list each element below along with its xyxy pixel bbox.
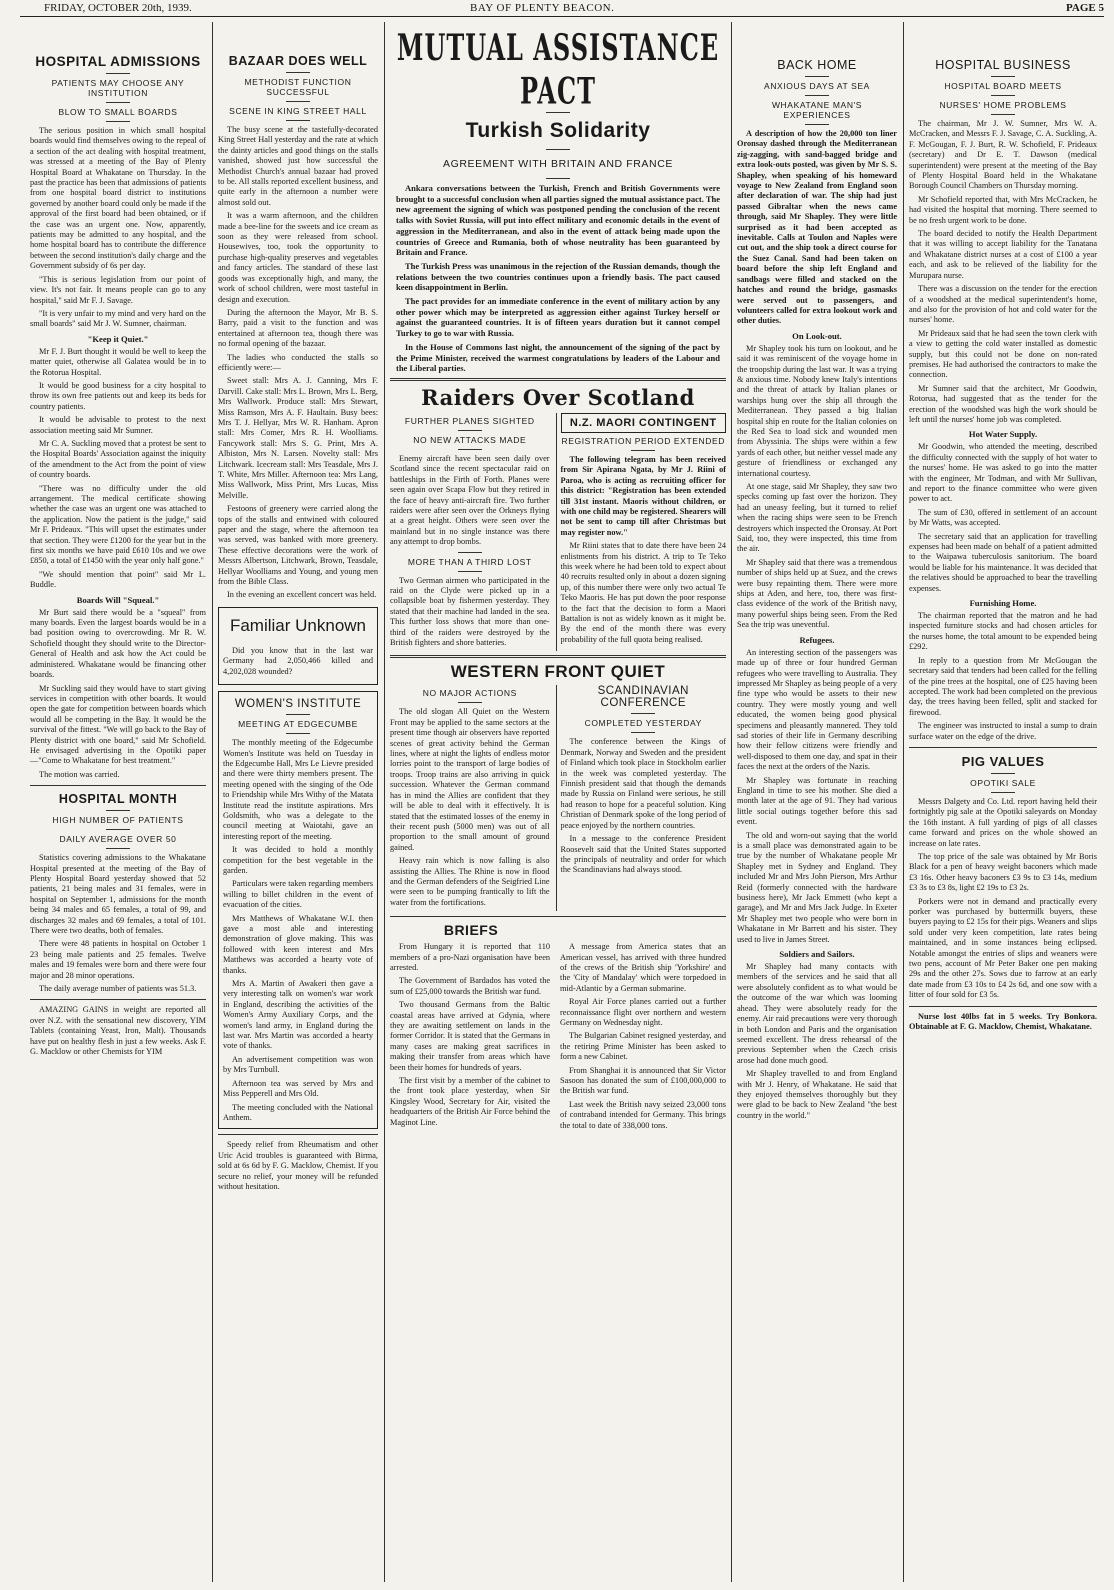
subheading: ANXIOUS DAYS AT SEA (764, 81, 870, 91)
divider (106, 121, 130, 122)
column-hospital-admissions (30, 22, 206, 1582)
subheading: MEETING AT EDGECUMBE (238, 719, 358, 730)
paragraph: The pact provides for an immediate conference in the event of military action by any other power which may be interpreted as aggression either against Turkey herself or against the guaranteed countries. It is of fifteen years duration but it cannot compel Turkey to go to war with Russia. (396, 296, 720, 339)
paragraph: The old slogan All Quiet on the Western Front may be applied to the same sectors at the present time though air observers have reported scenes of great activity behind the German lines, where at night the lights of endless motor lorries point to the transport of large bodies of troops. Troop trains are also arriving in quick succession. Whatever the German command has in mind the Allies are confident that they will be able to deal with it effectively. It is stated that the estimated losses of the enemy in their recent push (5000 men) was out of all proportion to the small amount of ground gained. (390, 707, 550, 852)
divider (458, 571, 482, 572)
paragraph: Mr Goodwin, who attended the meeting, described the difficulty connected with the supply of hot water to the nurses' home. He was asked to go into the matter with the engineer, Mr Todman, and with Mr Sullivan, and report to the finance committee who were given power to act. (909, 442, 1097, 504)
divider (805, 95, 829, 96)
divider (458, 552, 482, 553)
paragraph: Mr Shapley travelled to and from England with Mr J. Henry, of Whakatane. He said that they enjoyed themselves thoroughly but they were glad to be back to New Zealand "the best country in the world." (737, 1069, 897, 1120)
paragraph: The old and worn-out saying that the world is a small place was demonstrated again to be true by the number of Whakatane people Mr Shapley met in Sydney and England. They included Mr and Mrs John Pierson, Mrs Arthur Reid (formerly connected with the hardware business here), Mr Jack Emmett (who kept a garage), and Mr and Mrs Jack Judge. In Exeter Mr Shapley met two people who were born in Whakatane in Mr Barrett and his sister. They used to live in James Street. (737, 830, 897, 944)
masthead (20, 2, 1104, 17)
paragraph: At one stage, said Mr Shapley, they saw two specks coming up fast over the horizon. They had an uneasy feeling, but it turned to relief when the racing ships were seen to be French destroyers which inspected the Oronsay. At Port Said, too, they were inspected, this time from the air. (737, 482, 897, 554)
familiar-unknown-box (218, 607, 378, 685)
subheading: WHAKATANE MAN'S EXPERIENCES (771, 100, 863, 120)
paragraph: The daily average number of patients was 51.3. (39, 984, 197, 994)
paragraph: The monthly meeting of the Edgecumbe Women's Institute was held on Tuesday in the Edgecumbe Hall, Mrs Le Lievre presided and there were thirty members present. The meeting opened with the singing of the Ode to Friendship while Mrs Withy of the Matata Institute read the institute aspirations. Mrs Goldsmith, who was a delegate to the council meeting at Waiotahi, gave an interesting report of the meeting. (223, 738, 373, 841)
divider (546, 178, 570, 179)
paragraph: Royal Air Force planes carried out a further reconnaissance flight over northern and western Germany on Wednesday night. (560, 997, 726, 1028)
paragraph: The top price of the sale was obtained by Mr Boris Black for a pen of heavy weight baconers which made £3 16s. Other heavy baconers £3 9s to £3 14s, medium £3 3s to £3 8s, light £2 19s to £3 2s. (909, 851, 1097, 893)
paragraph: Two thousand Germans from the Baltic coastal areas have arrived at Gdynia, where they are awaiting settlement on lands in the former Corridor. It is stated that the Germans in many cases are making great sacrifices in making their transfer from areas which have been their homes for hundreds of years. (390, 1000, 551, 1072)
crosshead: "Keep it Quiet." (87, 333, 149, 344)
crosshead: Soldiers and Sailors. (779, 949, 855, 960)
advertisement: Nurse lost 40lbs fat in 5 weeks. Try Bonkora. Obtainable at F. G. Macklow, Chemist, Whakatane. (909, 1011, 1097, 1032)
crosshead: Refugees. (799, 634, 835, 645)
paragraph: The conference between the Kings of Denmark, Norway and Sweden and the president of Finland which took place in Stockholm earlier in the week was completed yesterday. The Finnish president said that though the demands made by Russia on Finland were serious, he still had reason to hope for a peaceful solution. King Christian of Denmark spoke of the long period of peace enjoyed by the northern countries. (560, 737, 726, 830)
headline: WOMEN'S INSTITUTE (234, 698, 362, 711)
subheading: BLOW TO SMALL BOARDS (58, 107, 178, 117)
paragraph: Mr Suckling said they would have to start giving services in competition with other boards. It would open the gate for competition between boards which would all be competing in the Bay. It would be the survival of the fittest. "We will go back to the Bay of Plenty district with one board," said Mr Schofield. He envisaged advertising in the Opotiki paper—"Come to Whakatane for best treatment." (30, 683, 206, 766)
paragraph: It was a warm afternoon, and the children made a bee-line for the sweets and ice cream as soon as they were released from school. Housewives, too, took the opportunity to purchase high-quality preserves and vegetables and fancy articles. The standard of these last goods was exceptionally high, and many, the work of school children, were most tasteful in design and execution. (218, 211, 378, 304)
subheading: HOSPITAL BOARD MEETS (944, 81, 1062, 91)
advertisement: AMAZING GAINS in weight are reported all over N.Z. with the sensational new discovery, YIM Tablets (containing Yeast, Iron, Malt). Thousands have put on healthy flesh in just a few weeks. Ask F. G. Macklow or other Chemists for YIM (30, 1005, 206, 1057)
crosshead: Hot Water Supply. (968, 429, 1038, 440)
subheading: OPOTIKI SALE (970, 777, 1036, 788)
divider (106, 102, 130, 103)
headline: PIG VALUES (961, 753, 1045, 769)
divider (991, 114, 1015, 115)
divider (286, 101, 310, 102)
column-rule (903, 22, 904, 1582)
paragraph: Particulars were taken regarding members willing to billet children in the event of evacuation of the cities. (223, 879, 373, 910)
divider (390, 655, 726, 658)
paragraph: Ankara conversations between the Turkish, French and British Governments were brought to a successful conclusion when all parties signed the mutual assistance pact. The new agreement the signing of which was postponed pending the conclusion of the recent talks with Soviet Russia, will put into effect military and economic details in the event of aggression in the Mediterranean, and also in the event of attack being made upon the countries of Greece and Rumania, both of whose neutrality has been guaranteed by Britain and France. (396, 183, 720, 258)
paragraph: The chairman, Mr J. W. Sumner, Mrs W. A. McCracken, and Messrs F. J. Savage, C. A. Suckling, A. F. McGougan, F. J. Burt, R. W. Schofield, F. Prideaux (secretary) and Dr E. T. Dawson (medical superintendent) were present at the meeting of the Bay of Plenty Hospital Board held in the Whakatane Borough Council Chambers on Thursday morning. (909, 119, 1097, 191)
divider (30, 785, 206, 786)
crosshead: Furnishing Home. (969, 598, 1037, 609)
paper-name: BAY OF PLENTY BEACON. (470, 2, 615, 14)
banner-headline: MUTUAL ASSISTANCE PACT (396, 25, 720, 113)
paragraph: Mr C. A. Suckling moved that a protest be sent to the Hospital Boards' Association against the iniquity of the amendment to the Act from the point of view of country boards. (30, 438, 206, 480)
paragraph: Porkers were not in demand and practically every porker was purchased by buttermilk buyers, these buyers paying to £2 15s for their pigs. Weaners and slips sold under very keen competition, late rates being maintained, and in some instances being eclipsed. Notable amongst the entries of slips and weaners were two pens, account of Mr Peter Baker one pen making 29s and the other 27s. Sows due to farrow at an early date made from £3 10s to £4 2s 6d, and one sow with a litter of four sold for £3 5s. (909, 896, 1097, 1000)
divider (991, 95, 1015, 96)
paragraph: An advertisement competition was won by Mrs Turnbull. (223, 1054, 373, 1075)
divider (286, 120, 310, 121)
paragraph: The first visit by a member of the cabinet to the front took place yesterday, when Sir Kingsley Wood, Secretary for Air, visited the headquarters of the British Air Force behind the Maginot Line. (390, 1076, 551, 1127)
column-war-news (390, 22, 726, 1582)
paragraph: "This is serious legislation from our point of view. It's not fair. It means people can go to any hospital," said Mr F. J. Savage. (30, 274, 206, 305)
divider (991, 792, 1015, 793)
subheading: REGISTRATION PERIOD EXTENDED (561, 435, 726, 446)
divider (631, 732, 655, 733)
raiders-row (390, 413, 726, 652)
paragraph: Festoons of greenery were carried along the tops of the stalls and entwined with coloured paper and the stage, where the afternoon tea was served, was banked with more greenery. These effective decorations were the work of Messrs Albertson, Litchwark, Brown, Teasdale, Hellyar Woolliams and Young, and young men from the Bible Class. (218, 504, 378, 587)
paragraph: Mr Burt said there would be a "squeal" from many boards. Even the largest boards would be in a bad position owing to overcrowding. Mr R. W. Schofield thought they should write to the Director-General of Health and ask how the Act could be administered. Whakatane would be financing other boards. (30, 607, 206, 680)
subheading: DAILY AVERAGE OVER 50 (59, 834, 177, 845)
divider (631, 450, 655, 451)
paragraph: Mr Sumner said that the architect, Mr Goodwin, Rotorua, had suggested that as the tender for the erection of the woodshed was high the work should be left until the nurses' home job was completed. (909, 383, 1097, 424)
briefs-left (390, 942, 550, 1134)
divider (458, 449, 482, 450)
paragraph: In the evening an excellent concert was held. (227, 590, 377, 600)
paragraph: The sum of £30, offered in settlement of an account by Mr Watts, was accepted. (909, 507, 1097, 528)
paragraph: An interesting section of the passengers was made up of three or four hundred German refugees who were travelling to Australia. They impressed Mr Shapley as being people of a very fine type who would be assets to their new country. They were mostly young and well educated, the women being good physical specimens and pleasantly mannered. They told sad stories of their life in Germany describing how their fellow citizens were friendly and well-disposed to them one day, and spat in their faces the next at the orders of the Nazis. (737, 647, 897, 772)
paragraph: Heavy rain which is now falling is also assisting the Allies. The Rhine is now in flood and the German defenders of the Seigfried Line were seen to be pumping frantically to lift the water from the fortifications. (390, 856, 550, 907)
paragraph: The motion was carried. (39, 769, 120, 779)
paragraph: Sweet stall: Mrs A. J. Canning, Mrs F. Darvill. Cake stall: Mrs L. Brown, Mrs L. Berg, Mrs Wallwork. Produce stall: Mrs Stewart, Miss Ramson, Mrs A. F. Haultain. Busy bees: Mrs T. J. Hellyar, Mrs W. R. Hanham. Apron stall: Mrs Comer, Mrs R. H. Woolliams. Fancywork stall: Mrs S. G. Print, Mrs A. Albiston, Mrs N. Larsen. Novelty stall: Mrs Litchwark. Icecream stall: Mrs Teasdale, Mrs J. T. White, Mrs Miller. Afternoon tea: Mrs Lang, Miss Wallwork, Miss Print, Mrs Lucas, Miss Melville. (218, 376, 378, 500)
page-number: PAGE 5 (1066, 2, 1104, 14)
turkish-solidarity-story (390, 183, 726, 374)
crosshead: On Look-out. (792, 330, 842, 341)
paragraph: The secretary said that an application for travelling expenses had been made on behalf of a patient admitted to the Waipawa tuberculosis sanitorium. The board would be liable for his maintenance. It was decided that the relatives should be approached to bear the travelling expenses. (909, 531, 1097, 593)
divider (390, 378, 726, 381)
paragraph: Mr Prideaux said that he had seen the town clerk with a view to getting the cold water installed as domestic supply, but this could not be done on non-rated premises. He had authorised the contractors to make the connection. (909, 328, 1097, 380)
paragraph: "There was no difficulty under the old arrangement. The medical certificate showing whether the case was an urgent one was attached to the application. Now the patient is the judge," said Mr F. Prideaux. "This will upset the estimates under that section. They were £1200 for the year but in the first six months we have paid £610 10s and we owe £850, a total of £1450 with the year only half gone." (30, 483, 206, 566)
womens-institute-box (218, 691, 378, 1129)
headline: Raiders Over Scotland (421, 384, 695, 410)
paragraph: "It is very unfair to my mind and very hard on the small boards" said Mr J. W. Sumner, chairman. (30, 308, 206, 329)
subheading: PATIENTS MAY CHOOSE ANY INSTITUTION (51, 78, 185, 98)
headline: SCANDINAVIAN CONFERENCE (597, 685, 689, 710)
paragraph: Mrs Matthews of Whakatane W.I. then gave a most able and interesting demonstration of glove making. This was followed with keen interest and Mrs Matthews was accorded a hearty vote of thanks. (223, 913, 373, 975)
paragraph: Mr Riini states that to date there have been 24 enlistments from his district. A trip to Te Teko this week where he had been told to expect about 40 recruits resulted only in about a dozen signing up, of this number there were only two actual Te Teko Maoris. He has put down the poor response to the fact that the decision to form a Maori Battalion is not as widely known as it might be. By the end of the month there was every probability of the full quota being realised. (560, 541, 726, 644)
raiders-story (390, 413, 550, 652)
briefs-right (556, 942, 726, 1134)
paragraph: The Bulgarian Cabinet resigned yesterday, and the retiring Prime Minister has been asked to form a new Cabinet. (560, 1031, 726, 1062)
issue-date: FRIDAY, OCTOBER 20th, 1939. (44, 2, 192, 14)
paragraph: The Turkish Press was unanimous in the rejection of the Russian demands, though the relations between the two countries continues upon a friendly basis. The pact caused keen disappointment in Berlin. (396, 260, 720, 293)
headline: WESTERN FRONT QUIET (450, 662, 666, 682)
paragraph: Did you know that in the last war Germany had 2,050,466 killed and 4,202,028 wounded? (223, 645, 373, 676)
subheading: COMPLETED YESTERDAY (584, 718, 702, 729)
paragraph: Afternoon tea was served by Mrs and Miss Pepperell and Mrs Old. (223, 1078, 373, 1099)
headline: HOSPITAL ADMISSIONS (35, 54, 201, 69)
paragraph: During the afternoon the Mayor, Mr B. S. Barry, paid a visit to the function and was entertained at afternoon tea, though there was no formal opening of the bazaar. (218, 307, 378, 349)
subheading: HIGH NUMBER OF PATIENTS (52, 815, 184, 826)
divider (286, 714, 310, 715)
headline: Turkish Solidarity (465, 119, 651, 142)
divider (805, 76, 829, 77)
divider (458, 702, 482, 703)
headline: BRIEFS (443, 922, 499, 939)
subheading: AGREEMENT WITH BRITAIN AND FRANCE (442, 158, 673, 170)
western-front-story (390, 685, 550, 911)
paragraph: There were 48 patients in hospital on October 1 23 being male patients and 25 females. Twelve males and 19 females were born and there were four major and 28 minor operations. (30, 939, 206, 980)
subheading: SCENE IN KING STREET HALL (229, 106, 367, 116)
crosshead: Boards Will "Squeal." (76, 594, 160, 605)
paragraph: Mrs A. Martin of Awakeri then gave a very interesting talk on women's war work in England, describing the activities of the Women's Army Auxiliary Corps, and the women's land army, in England during the last war. Mrs Martin was accorded a hearty vote of thanks. (223, 979, 373, 1051)
headline: N.Z. MAORI CONTINGENT (561, 413, 726, 433)
paragraph: Mr F. J. Burt thought it would be well to keep the matter quiet, otherwise all Galatea would be in to the Rotorua Hospital. (30, 346, 206, 377)
divider (106, 73, 130, 74)
paragraph: "We should mention that point" said Mr L. Buddle. (30, 569, 206, 590)
paragraph: Statistics covering admissions to the Whakatane Hospital presented at the meeting of the Bay of Plenty Hospital Board yesterday showed that 52 patients, 21 being males and 31 females, were in hospital on September 1, admissions for the month being 34 males and 65 females, a total of 99, and discharges 32 males and 69 females, a total of 101. There were two deaths, both of females. (30, 853, 206, 935)
divider (286, 733, 310, 734)
paragraph: In the House of Commons last night, the announcement of the signing of the pact by the Prime Minister, received the warmest congratulations by leaders of the Labour and the Liberal parties. (396, 341, 720, 374)
western-row (390, 685, 726, 911)
divider (106, 829, 130, 830)
divider (991, 773, 1015, 774)
paragraph: The chairman reported that the matron and he had inspected furniture stocks and had chosen articles for the nurses home, the total amount to be expended being £292. (909, 611, 1097, 652)
subheading: NO NEW ATTACKS MADE (413, 434, 527, 445)
paragraph: The engineer was instructed to instal a sump to drain surface water on the edge of the drive. (909, 721, 1097, 741)
paragraph: It would be advisable to protest to the next association meeting said Mr Sumner. (30, 415, 206, 435)
subheading: MORE THAN A THIRD LOST (407, 556, 532, 567)
paragraph: The busy scene at the tastefully-decorated King Street Hall yesterday and the rate at which the dainty articles and good things on the stalls vanished, showed just how successful the Methodist Church's annual bazaar had proved to be. All stalls reported excellent business, and quite early in the afternoon a number were almost sold out. (218, 125, 378, 207)
paragraph: The meeting concluded with the National Anthem. (223, 1102, 373, 1122)
headline: HOSPITAL BUSINESS (935, 58, 1071, 72)
paragraph: It was decided to hold a monthly competition for the best vegetable in the garden. (223, 845, 373, 875)
divider (991, 76, 1015, 77)
column-hospital-business (909, 22, 1097, 1582)
headline: HOSPITAL MONTH (58, 792, 178, 807)
column-bazaar (218, 22, 378, 1582)
paragraph: Mr Shapley took his turn on lookout, and he said it was reminiscent of the voyage home in the troopship during the last war. It was a trying & anxious time. Nobody knew Italy's intentions and the threat of attack by Italian planes or warships hung over the ship all through the Mediterranean. They passed a big Italian hospital ship en route for the Italian colonies on the Red Sea to load sick and wounded men from Abyssinia. The ships were within a few yards of each other, but neither vessel made any gesture of friendliness or exchanged any international courtesy. (737, 343, 897, 478)
paragraph: In reply to a question from Mr McGougan the secretary said that tenders had been called for the felling of the pine trees at the hospital, one of £25 having been accepted. The work had been completed on the previous day, the trees having been felled, split and stacked for firewood. (909, 655, 1097, 717)
paragraph: The Government of Bardados has voted the sum of £25,000 towards the British war fund. (390, 976, 551, 996)
divider (458, 430, 482, 431)
column-rule (384, 22, 385, 1582)
paragraph: A description of how the 20,000 ton liner Oronsay dashed through the Mediterranean zig-zagging, with sand-bagged bridge and extra look-outs posted, was given by Mr S. S. Shapley, when speaking of his homeward voyage to New Zealand from England soon after declaration of war. The ship had just passed Gibraltar when the news came through, said Mr Shapley. They were little surprised as it had been accepted as inevitable. Calls at Toulon and Naples were cut out, and the ship took a direct course for the Suez Canal. Sand had been taken on board before the ship left England and sandbags were filled and stacked on the hatches and round the bridge, gasmasks were served out to passengers, and volunteers called for extra lookout work and other duties. (737, 129, 897, 326)
paragraph: Mr Shapley was fortunate in reaching England in time to see his mother. She died a month later at the age of 91. They had various little social outings together before this sad event. (737, 775, 897, 827)
divider (631, 713, 655, 714)
divider (546, 149, 570, 150)
divider (909, 747, 1097, 748)
paragraph: The serious position in which small hospital boards would find themselves owing to the repeal of a section of the act dealing with hospital treatment, was stressed at a meeting of the Bay of Plenty Hospital Board at Whakatane on Thursday. In the past the practice has been that admissions of patients from one hospital board district to institutions governed by another board could only be made if the approval of the first board had been obtained, or if the case was an urgent one. Now, apparently, patients may be admitted to any hospital, and the home hospital board has to contribute the difference between the second institution's daily charge and the Government subsidy of 6s per day. (30, 126, 206, 271)
paragraph: The ladies who conducted the stalls so efficiently were:— (218, 352, 378, 372)
paragraph: From Hungary it is reported that 110 members of a pro-Nazi organisation have been arrested. (390, 942, 551, 972)
paragraph: It would be good business for a city hospital to throw its own free patients out and keep its beds for country patients. (30, 380, 206, 411)
divider (106, 848, 130, 849)
subheading: METHODIST FUNCTION SUCCESSFUL (244, 77, 352, 97)
maori-contingent-story (556, 413, 726, 652)
paragraph: Enemy aircraft have been seen daily over Scotland since the recent spectacular raid on battleships in the Firth of Forth. Planes were seen again over Scapa Flow but they retired in the face of heavy anti-aircraft fire. Two further raiders were after seen over the Orkneys flying at a great height. Others were seen over the mainland but in no single instance was there any attempt to drop bombs. (390, 453, 550, 547)
headline: BAZAAR DOES WELL (228, 54, 368, 68)
paragraph: There was a discussion on the tender for the erection of a woodshed at the medical superintendent's home, and also for the provision of hot and cold water for the nurses' home. (909, 284, 1097, 325)
paragraph: The board decided to notify the Health Department that it was willing to accept liability for the Tanatana and Whakatane district nurses at a cost of £100 a year each, and ask to be relieved of the liability for the Murupara nurse. (909, 229, 1097, 280)
column-rule (731, 22, 732, 1582)
paragraph: Two German airmen who participated in the raid on the Clyde were picked up in a collapsible boat by fishermen yesterday. They stated that their machine had landed in the sea. This further loss shows that more than one-third of the raiders were destroyed by the British fighters and shore batteries. (390, 575, 550, 648)
column-rule (212, 22, 213, 1582)
scandinavian-story (556, 685, 726, 911)
divider (286, 72, 310, 73)
paragraph: Mr Shapley had many contacts with members of the services and he said that all were absolutely confident as to what would be the outcome of the war which was looming ahead. They were absolutely ready for the enemy. Air raid precautions were very thorough in both London and Paris and the organisation seemed excellent. The dress rehearsal of the previous September when the Czech crisis arose had done much good. (737, 962, 897, 1065)
paragraph: In a message to the conference President Roosevelt said that the United States supported the principals of neutrality and order for which the Scandinavians had always stood. (560, 834, 726, 875)
paragraph: The following telegram has been received from Sir Apirana Ngata, by Mr J. Riini of Paroa, who is acting as recruiting officer for this district: "Registration has been extended till 31st instant. Maoris without children, or with one child may be registered. Shearers will not be sent to camp till after Christmas but may register now." (560, 454, 726, 537)
paragraph: A message from America states that an American vessel, has arrived with three hundred of the crews of the British ship 'Yorkshire' and the 'City of Mandalay' which were torpedoed in mid-Atlantic by a German submarine. (560, 942, 726, 993)
headline: Familiar Unknown (229, 615, 367, 635)
advertisement: Speedy relief from Rheumatism and other Uric Acid troubles is guaranteed with Birma, sold at 6s 6d by F. G. Macklow, Chemist. If you secure no relief, your money will be refunded without hesitation. (218, 1140, 378, 1191)
divider (218, 1134, 378, 1135)
subheading: FURTHER PLANES SIGHTED (404, 415, 535, 426)
paragraph: Mr Shapley said that there was a tremendous number of ships held up at Suez, and the crews were busy repainting them. There were more ships at Aden, and here, too, there was first-class evidence of the work of the British navy, many powerful ships being seen. From the Red Sea the trip was uneventful. (737, 557, 897, 630)
divider (106, 810, 130, 811)
column-back-home (737, 22, 897, 1582)
subheading: NO MAJOR ACTIONS (422, 688, 517, 699)
paragraph: Messrs Dalgety and Co. Ltd. report having held their fortnightly pig sale at the Opotiki saleyards on Monday the 16th instant. A full yarding of pigs of all classes came forward and prices on the whole showed an increase on late rates. (909, 796, 1097, 848)
headline: BACK HOME (777, 58, 857, 72)
paragraph: From Shanghai it is announced that Sir Victor Sasoon has donated the sum of £100,000,000 to the British war fund. (560, 1065, 726, 1096)
briefs-row (390, 942, 726, 1134)
paragraph: Mr Schofield reported that, with Mrs McCracken, he had visited the hospital that morning. There seemed to be no fresh urgent work to be done. (909, 194, 1097, 225)
subheading: NURSES' HOME PROBLEMS (939, 100, 1067, 110)
paragraph: Last week the British navy seized 23,000 tons of contraband intended for Germany. This brings the total to date of 338,000 tons. (560, 1099, 726, 1130)
divider (909, 1006, 1097, 1007)
divider (30, 999, 206, 1000)
divider (390, 916, 726, 917)
divider (805, 124, 829, 125)
